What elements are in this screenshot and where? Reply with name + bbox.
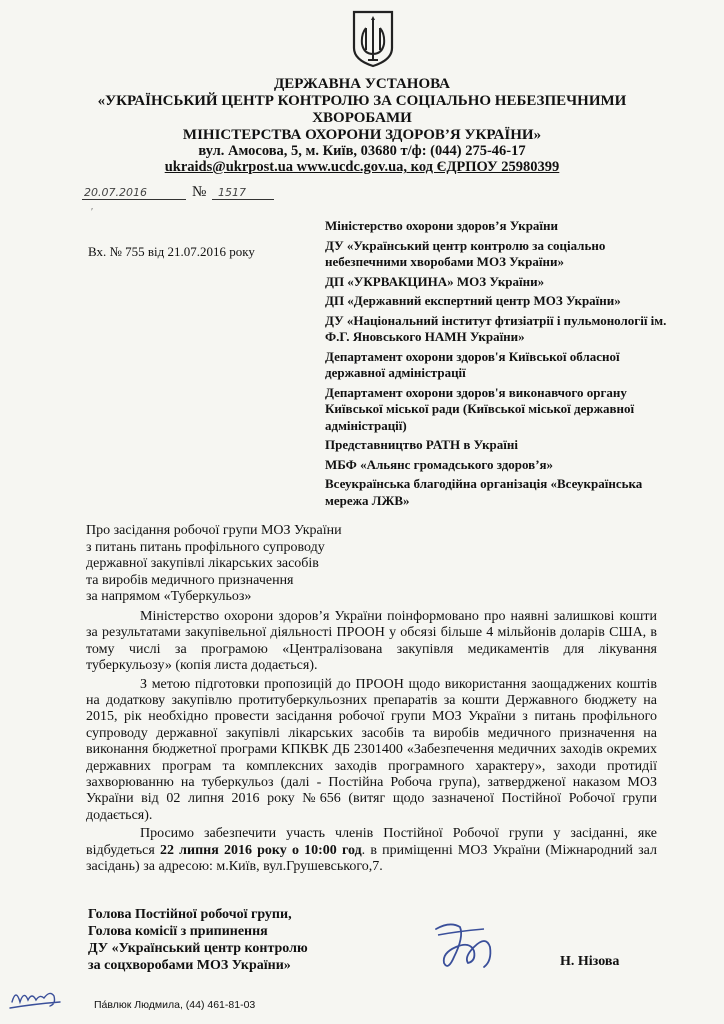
org-contacts: ukraids@ukrpost.ua www.ucdc.gov.ua, код ЄДРПОУ 25980399 bbox=[164, 159, 560, 175]
number-label: № bbox=[192, 184, 207, 200]
coat-of-arms-icon bbox=[352, 10, 394, 68]
subject-line: та виробів медичного призначення bbox=[86, 572, 294, 588]
recipient-item: Департамент охорони здоров'я Київської обласної державної адміністрації bbox=[325, 348, 620, 380]
subject-line: з питань питань профільного супроводу bbox=[86, 539, 325, 555]
signatory-line: за соцхворобами МОЗ України» bbox=[88, 958, 291, 973]
recipient-item: ДУ «Національний інститут фтизіатрії і пульмонології ім. Ф.Г. Яновського НАМН України» bbox=[325, 312, 667, 344]
recipient-item: ДП «Державний експертний центр МОЗ України» bbox=[325, 293, 621, 308]
signatory-line: ДУ «Український центр контролю bbox=[88, 941, 308, 956]
handwritten-initials bbox=[8, 982, 64, 1012]
subject-line: державної закупівлі лікарських засобів bbox=[86, 556, 319, 571]
org-name-line2: ХВОРОБАМИ bbox=[312, 110, 412, 126]
recipient-item: МБФ «Альянс громадського здоров’я» bbox=[325, 456, 554, 472]
letter-body bbox=[86, 609, 657, 878]
pen-mark: ʹ bbox=[91, 207, 94, 218]
body-paragraph bbox=[86, 826, 657, 875]
org-address: вул. Амосова, 5, м. Київ, 03680 т/ф: (044) 275-46-17 bbox=[198, 143, 526, 159]
subject-line: Про засідання робочої групи МОЗ України bbox=[86, 523, 342, 538]
meeting-text: Просимо забезпечити участь членів Постійної Робочої групи у засіданні, яке відбудеться bbox=[86, 826, 657, 858]
org-type: ДЕРЖАВНА УСТАНОВА bbox=[273, 76, 451, 92]
subject-line: за напрямом «Туберкульоз» bbox=[86, 589, 252, 604]
recipient-item: ДП «УКРВАКЦИНА» МОЗ України» bbox=[325, 273, 545, 289]
contact-person: Па́влюк Людмила, (44) 461-81-03 bbox=[94, 999, 256, 1011]
incoming-registration: Вх. № 755 від 21.07.2016 року bbox=[88, 244, 255, 259]
body-paragraph: Міністерство охорони здоров’я України поінформовано про наявні залишкові кошти за результатами закупівельної діяльності ПРООН у обсязі більше 4 мільйонів доларів США, в тому числі за програмою «Централізована закупівля медикаментів для лікування туберкульозу» (копія листа додається). bbox=[86, 609, 657, 674]
recipient-item: Представництво PATH в Україні bbox=[325, 437, 519, 452]
handwritten-signature bbox=[430, 917, 502, 977]
org-name-line3: МІНІСТЕРСТВА ОХОРОНИ ЗДОРОВ’Я УКРАЇНИ» bbox=[182, 127, 542, 143]
recipient-item: Міністерство охорони здоров’я України bbox=[325, 218, 559, 233]
number-underline bbox=[212, 199, 274, 200]
letter-subject bbox=[86, 523, 376, 606]
signatory-line: Голова комісії з припинення bbox=[88, 924, 268, 939]
recipient-item: Всеукраїнська благодійна організація «Всеукраїнська мережа ЛЖВ» bbox=[325, 476, 643, 508]
meeting-datetime: 22 липня 2016 року о 10:00 год bbox=[160, 842, 362, 858]
signer-name: Н. Нізова bbox=[560, 954, 620, 969]
signatory-line: Голова Постійної робочої групи, bbox=[88, 907, 292, 922]
signatory-title bbox=[88, 906, 308, 974]
body-paragraph: З метою підготовки пропозицій до ПРООН щодо використання заощаджених коштів на додаткову закупівлю протитуберкульозних препаратів за кошти Державного бюджету на 2015, рік необхідно провести засідання робочої групи МОЗ України з питань профільного супроводу державної закупівлі лікарських засобів та виробів медичного призначення на виконання бюджетної програми КПКВК ДБ 2301400 «Забезпечення медичних заходів окремих державних програм та комплексних заходів програмного характеру», заходи протидії захворюванню на туберкульоз (далі - Постійна Робоча група), затвердженої наказом МОЗ України від 02 липня 2016 року №656 (витяг щодо зазначеної Постійної Робочої групи додається). bbox=[86, 676, 657, 823]
meeting-location: . в приміщенні МОЗ України (Міжнародний зал засідань) за адресою: м.Київ, вул.Грушевського,7. bbox=[86, 842, 657, 875]
recipients-list bbox=[325, 218, 675, 512]
outgoing-date: 20.07.2016 bbox=[84, 186, 147, 199]
date-underline bbox=[82, 199, 186, 200]
recipient-item: Департамент охорони здоров'я виконавчого органу Київської міської ради (Київської міської державної адміністрації) bbox=[325, 384, 635, 433]
org-name-line1: «УКРАЇНСЬКИЙ ЦЕНТР КОНТРОЛЮ ЗА СОЦІАЛЬНО НЕБЕЗПЕЧНИМИ bbox=[97, 93, 627, 109]
recipient-item: ДУ «Український центр контролю за соціально небезпечними хворобами МОЗ України» bbox=[325, 237, 606, 269]
outgoing-number: 1517 bbox=[218, 186, 246, 199]
